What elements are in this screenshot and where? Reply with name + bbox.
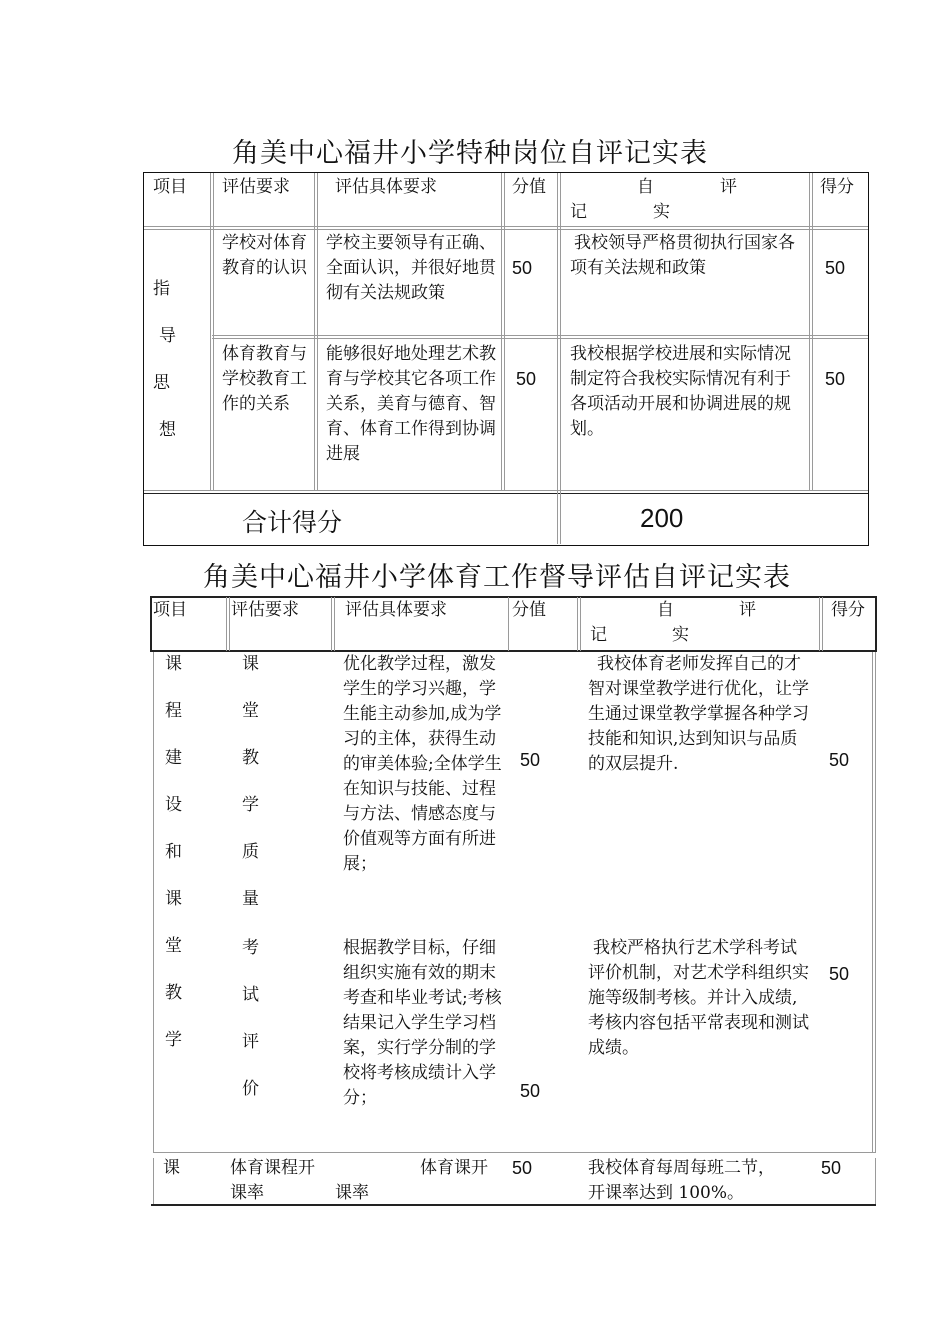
t1-row2-score: 50 xyxy=(516,369,537,389)
t1-header-detail: 评估具体要求 xyxy=(335,177,437,197)
t2-cat-char: 课 xyxy=(165,654,182,674)
t2-last-score: 50 xyxy=(512,1158,533,1178)
t2-last-record-b: 开课率达到 100%。 xyxy=(588,1183,745,1203)
t1-row1-detail: 学校主要领导有正确、全面认识，并很好地贯彻有关法规政策 xyxy=(326,233,496,303)
t1-total-label: 合计得分 xyxy=(242,508,343,537)
t2-header-record-b: 实 xyxy=(672,625,689,645)
t2-header-score: 分值 xyxy=(512,600,546,620)
t1-header-record-b: 实 xyxy=(653,202,670,222)
t2-header-detail: 评估具体要求 xyxy=(345,600,447,620)
t2-last-req-a: 体育课程开 xyxy=(230,1158,315,1178)
t1-cat-char: 导 xyxy=(159,326,176,346)
t2-cat-char: 教 xyxy=(165,983,182,1003)
t2-last-detail-a: 体育课开 xyxy=(420,1158,488,1178)
t2-row2-got: 50 xyxy=(829,964,850,984)
table1-title: 角美中心福井小学特种岗位自评记实表 xyxy=(232,138,708,169)
t2-header-self-a: 自 xyxy=(657,600,674,620)
t2-cat-char: 设 xyxy=(165,795,182,815)
t1-row1-got: 50 xyxy=(825,258,846,278)
t1-category-label xyxy=(153,277,175,443)
t1-header-record-a: 记 xyxy=(570,202,587,222)
t2-sub-b-char: 评 xyxy=(242,1032,259,1052)
t1-row2-req: 体育教育与学校教育工作的关系 xyxy=(222,344,307,414)
t2-sub-a-char: 堂 xyxy=(242,701,259,721)
t2-header-got: 得分 xyxy=(831,600,865,620)
t2-last-req-b: 课率 xyxy=(230,1183,264,1203)
t2-cat-char: 学 xyxy=(165,1030,182,1050)
t2-row2-score: 50 xyxy=(520,1081,541,1101)
t1-header-got: 得分 xyxy=(820,177,854,197)
t2-sub-b-char: 试 xyxy=(242,985,259,1005)
table2-title: 角美中心福井小学体育工作督导评估自评记实表 xyxy=(203,562,791,593)
t2-row1-record: 我校体育老师发挥自己的才智对课堂教学进行优化，让学生通过课堂教学掌握各种学习技能和知识,达到知识与品质的双层提升. xyxy=(588,654,809,774)
t2-sub-a-char: 教 xyxy=(242,748,259,768)
t1-header-req: 评估要求 xyxy=(222,177,290,197)
t2-header-req: 评估要求 xyxy=(231,600,299,620)
t2-header-self-b: 评 xyxy=(739,600,756,620)
t2-sub-a-char: 学 xyxy=(242,795,259,815)
t2-cat-char: 课 xyxy=(165,889,182,909)
t2-sub-b-label xyxy=(242,936,259,1124)
t2-row1-detail: 优化教学过程，激发学生的学习兴趣，学生能主动参加,成为学习的主体，获得生动的审美体验;全体学生在知识与技能、过程与方法、情感态度与价值观等方面有所进展； xyxy=(343,654,502,874)
t1-header-self-a: 自 xyxy=(637,177,654,197)
t2-last-detail-b: 课率 xyxy=(335,1183,369,1203)
t2-row2-detail: 根据教学目标，仔细组织实施有效的期末考查和毕业考试;考核结果记入学生学习档案，实行学分制的学校将考核成绩计入学分； xyxy=(343,938,502,1108)
t1-header-item: 项目 xyxy=(153,177,187,197)
t2-cat-char: 和 xyxy=(165,842,182,862)
t2-row1-got: 50 xyxy=(829,750,850,770)
t1-row1-record: 我校领导严格贯彻执行国家各项有关法规和政策 xyxy=(570,233,795,278)
t1-cat-char: 想 xyxy=(159,420,176,440)
t2-last-record-a: 我校体育每周每班二节， xyxy=(588,1158,775,1178)
t2-cat-char: 建 xyxy=(165,748,182,768)
t1-row1-score: 50 xyxy=(512,258,533,278)
t2-cat-char: 堂 xyxy=(165,936,182,956)
t2-sub-a-char: 量 xyxy=(242,889,259,909)
t1-row1-req: 学校对体育教育的认识 xyxy=(222,233,307,278)
t1-cat-char: 指 xyxy=(153,279,170,299)
t2-last-cat: 课 xyxy=(163,1158,180,1178)
t1-total-value: 200 xyxy=(640,503,684,533)
t2-sub-b-char: 考 xyxy=(242,938,259,958)
t1-header-score: 分值 xyxy=(512,177,546,197)
t2-row2-record: 我校严格执行艺术学科考试评价机制，对艺术学科组织实施等级制考核。并计入成绩,考核内容包括平常表现和测试成绩。 xyxy=(588,938,809,1058)
t2-sub-b-char: 价 xyxy=(242,1079,259,1099)
t2-row1-score: 50 xyxy=(520,750,541,770)
t1-row2-detail: 能够很好地处理艺术教育与学校其它各项工作关系，美育与德育、智育、体育工作得到协调进展 xyxy=(326,344,496,464)
t2-sub-a-char: 课 xyxy=(242,654,259,674)
t2-sub-a-char: 质 xyxy=(242,842,259,862)
t1-row2-record: 我校根据学校进展和实际情况制定符合我校实际情况有利于各项活动开展和协调进展的规划。 xyxy=(570,344,791,439)
t2-last-got: 50 xyxy=(821,1158,842,1178)
t1-cat-char: 思 xyxy=(153,373,170,393)
t2-category-label xyxy=(165,652,182,1075)
t2-header-item: 项目 xyxy=(153,600,187,620)
t2-header-record-a: 记 xyxy=(590,625,607,645)
t2-cat-char: 程 xyxy=(165,701,182,721)
t1-header-self-b: 评 xyxy=(720,177,737,197)
t1-row2-got: 50 xyxy=(825,369,846,389)
t2-sub-a-label xyxy=(242,652,259,934)
